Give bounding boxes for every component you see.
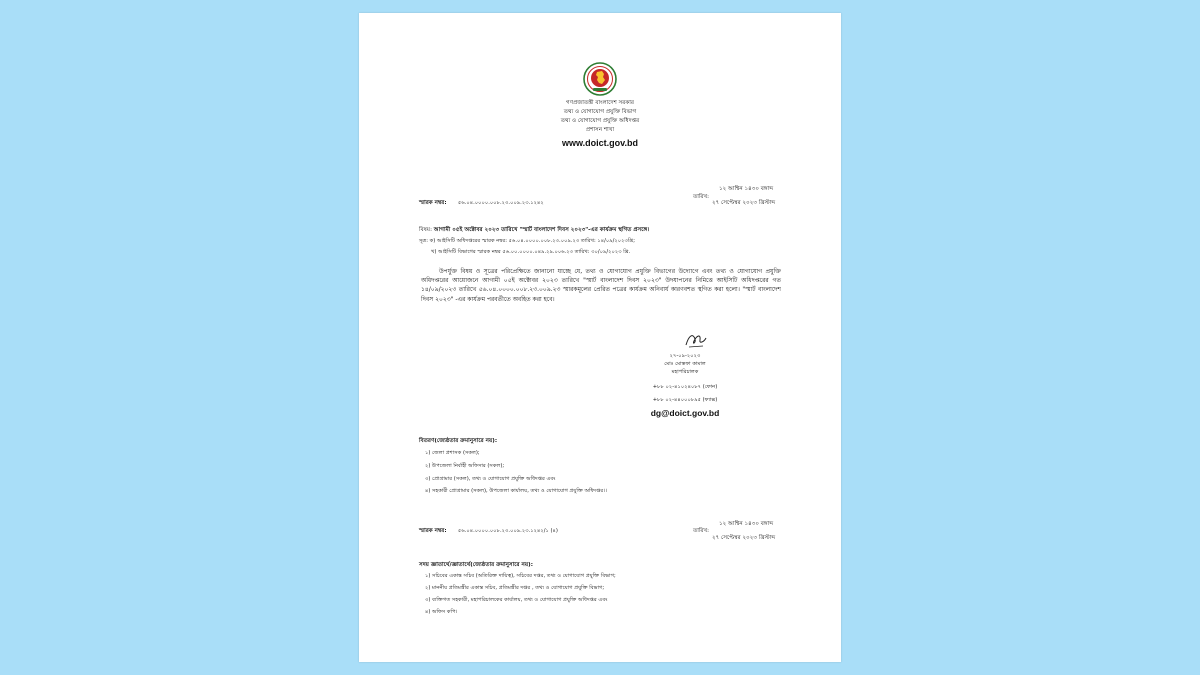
source-label: সূত্র: — [419, 238, 428, 244]
list-item: ১) জেলা প্রশাসক (সকল); — [425, 450, 480, 456]
memo-date-bangla: ১২ আশ্বিন ১৪৩০ বঙ্গাব্দ — [719, 186, 774, 192]
memo2-ref-number: ৫৬.০৪.০০০০.০০৮.২৩.০০৯.২৩.১২৪২/১ (৪) — [458, 528, 558, 534]
list-item: ৩) ব্যক্তিগত সহকারী, মহাপরিচালকের কার্যালয়, তথ্য ও যোগাযোগ প্রযুক্তি অধিদপ্তর এবং — [425, 597, 608, 603]
source-line-1 — [419, 238, 635, 246]
list-item: ৪) সহকারী প্রোগ্রামার (সকল), উপজেলা কার্যালয়, তথ্য ও যোগাযোগ প্রযুক্তি অধিদপ্তর।। — [425, 488, 607, 494]
letterhead-section: প্রশাসন শাখা — [585, 127, 615, 133]
memo-date-label: তারিখ: — [693, 194, 710, 200]
list-item: ৪) অফিস কপি। — [425, 609, 458, 615]
memo-date-english: ২৭ সেপ্টেম্বর ২০২৩ খ্রিস্টাব্দ — [712, 200, 776, 206]
subject-text: আগামী ০৫ই অক্টোবর ২০২৩ তারিখে "স্মার্ট বাংলাদেশ দিবস ২০২৩"-এর কার্যক্রম স্থগিত প্রসঙ্গে। — [433, 227, 650, 233]
signature-email[interactable]: dg@doict.gov.bd — [650, 408, 720, 418]
letterhead-website: www.doict.gov.bd — [562, 138, 638, 148]
government-seal-icon — [583, 62, 617, 96]
body-paragraph: উপর্যুক্ত বিষয় ও সূত্রের পরিপ্রেক্ষিতে জানানো যাচ্ছে যে, তথ্য ও যোগাযোগ প্রযুক্তি বিভাগের উদ্যোগে এবং তথ্য ও যোগাযোগ প্রযুক্তি অধিদপ্তরের আয়োজনে আগামী ০৫ই অক্টোবর ২০২৩ তারিখে "স্মার্ট বাংলাদেশ দিবস ২০২৩" উদযাপনের নিমিত্তে আইসিটি অধিদপ্তরের গত ১৪/০৯/২০২৩ তারিখে ৫৬.০৪.০০০০.০০৮.২৩.০০৯.২৩ স্মারকমূলের প্রেরিত পত্রের কার্যক্রম অনিবার্য কারণবশত স্থগিত করা হলো। "স্মার্ট বাংলাদেশ দিবস ২০২৩" -এর কার্যক্রম পরবর্তীতে অবহিত করা হবে। — [421, 268, 781, 303]
letterhead-government: গণপ্রজাতন্ত্রী বাংলাদেশ সরকার — [566, 100, 634, 106]
memo-ref-label: স্মারক নম্বর: — [419, 200, 447, 206]
signature-designation: মহাপরিচালক — [671, 369, 699, 375]
memo2-date-english: ২৭ সেপ্টেম্বর ২০২৩ খ্রিস্টাব্দ — [712, 535, 776, 541]
list-item: ২) মাননীয় প্রতিমন্ত্রীর একান্ত সচিব, প্রতিমন্ত্রীর দপ্তর , তথ্য ও যোগাযোগ প্রযুক্তি বিভাগ; — [425, 585, 605, 591]
letterhead-directorate: তথ্য ও যোগাযোগ প্রযুক্তি অধিদপ্তর — [560, 118, 640, 124]
source-item-1: ক) আইসিটি অধিদপ্তরের স্মারক নম্বর: ৫৬.০৪.০০০০.০০৮.২৩.০০৯.২৩ তারিখ: ১৪/০৯/২০২৩খ্রি; — [429, 238, 635, 244]
signature-name: মোঃ মোস্তফা কামাল — [664, 361, 706, 367]
signature-phone: +৮৮ ০২-৪১০২৪০৮৭ (ফোন) — [652, 384, 718, 390]
memo2-ref-label: স্মারক নম্বর: — [419, 528, 447, 534]
memo-ref-number: ৫৬.০৪.০০০০.০০৮.২৩.০০৯.২৩.১২৪২ — [458, 200, 544, 206]
copy-heading: সদয় জ্ঞাতার্থে/জ্ঞাতার্থে(জ্যেষ্ঠতার ক্রমানুসারে নয়): — [419, 562, 533, 568]
subject-line — [419, 226, 649, 235]
source-item-2: খ) আইসিটি বিভাগের স্মারক নম্বর ৫৬.০০.০০০০.০৪৯.২৯.০০৬.২৩ তারিখ: ৩০/০৯/২০২৩ খ্রি. — [431, 249, 631, 255]
list-item: ৩) প্রোগ্রামার (সকল), তথ্য ও যোগাযোগ প্রযুক্তি অধিদপ্তর এবং — [425, 476, 556, 482]
distribution-heading: বিতরণ(জ্যেষ্ঠতার ক্রমানুসারে নয়): — [419, 438, 498, 444]
signature-mark-icon — [683, 330, 709, 350]
memo2-date-bangla: ১২ আশ্বিন ১৪৩০ বঙ্গাব্দ — [719, 521, 774, 527]
memo2-date-label: তারিখ: — [693, 528, 710, 534]
list-item: ২) উপজেলা নির্বাহী অফিসার (সকল); — [425, 463, 505, 469]
signature-date: ২৭-০৯-২০২৩ — [669, 353, 701, 359]
signature-fax: +৮৮ ০২-৪৪০০০৮৯৫ (ফ্যাক্স) — [652, 397, 718, 403]
subject-label: বিষয়: — [419, 227, 432, 233]
letterhead-division: তথ্য ও যোগাযোগ প্রযুক্তি বিভাগ — [563, 109, 637, 115]
list-item: ১) সচিবের একান্ত সচিব (অতিরিক্ত দায়িত্ব), সচিবের দপ্তর, তথ্য ও যোগাযোগ প্রযুক্তি বিভাগ; — [425, 573, 616, 579]
